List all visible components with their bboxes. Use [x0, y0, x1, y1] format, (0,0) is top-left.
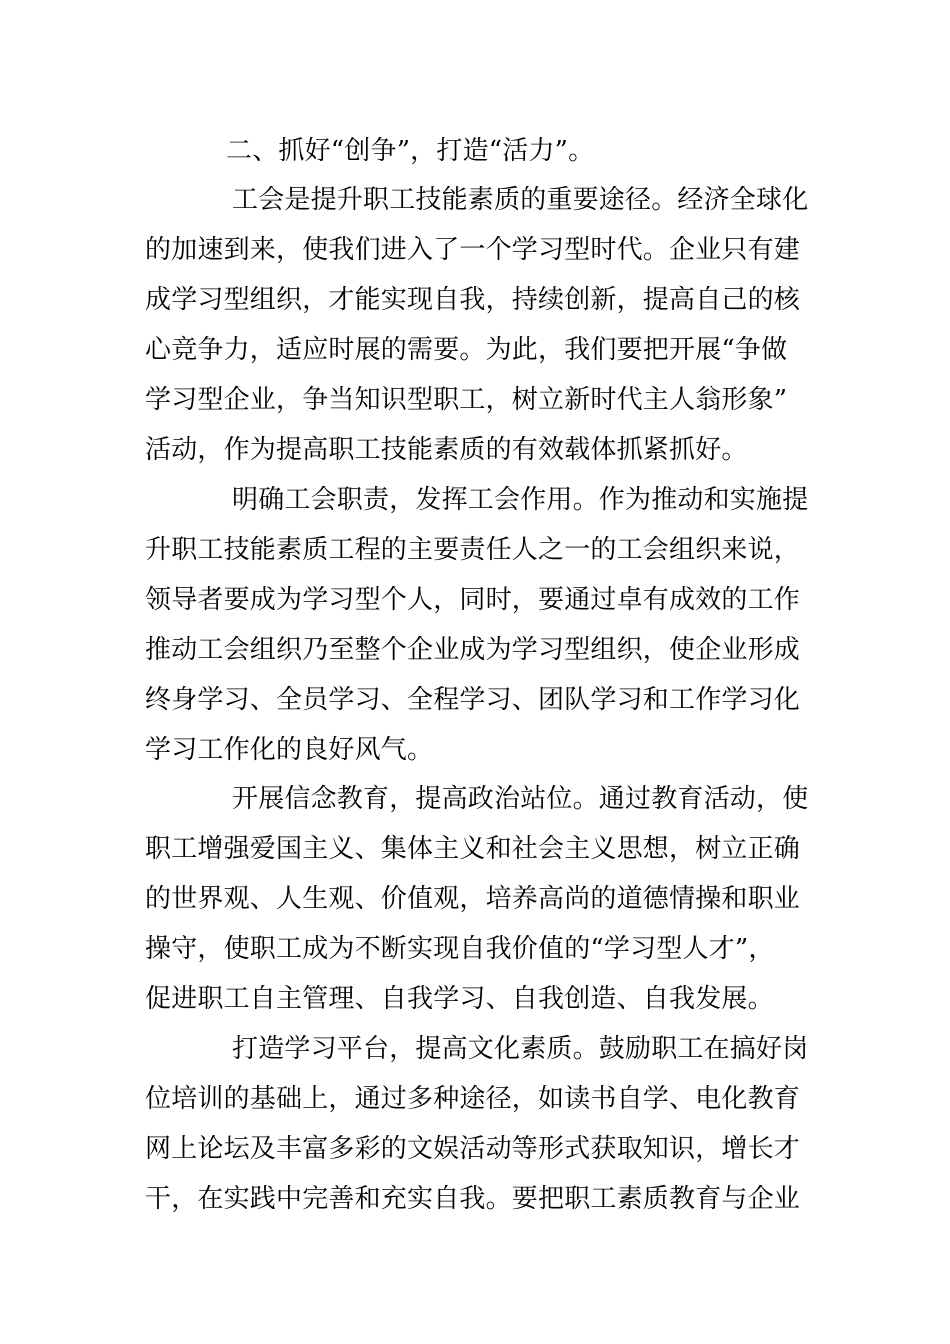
paragraph-line: 打造学习平台，提高文化素质。鼓励职工在搞好岗: [232, 1034, 809, 1064]
paragraph-line: 升职工技能素质工程的主要责任人之一的工会组织来说，: [145, 535, 801, 565]
paragraph-line: 开展信念教育，提高政治站位。通过教育活动，使: [232, 784, 809, 814]
paragraph-line: 网上论坛及丰富多彩的文娱活动等形式获取知识，增长才: [145, 1134, 801, 1164]
paragraph-line: 终身学习、全员学习、全程学习、团队学习和工作学习化: [145, 685, 801, 715]
paragraph-line: 学习型企业，争当知识型职工，树立新时代主人翁形象”: [145, 385, 788, 415]
paragraph-line: 活动，作为提高职工技能素质的有效载体抓紧抓好。: [145, 435, 748, 465]
paragraph-line: 心竞争力，适应时展的需要。为此，我们要把开展“争做: [145, 335, 788, 365]
paragraph-line: 工会是提升职工技能素质的重要途径。经济全球化: [232, 185, 809, 215]
paragraph-line: 促进职工自主管理、自我学习、自我创造、自我发展。: [145, 984, 774, 1014]
paragraph-line: 位培训的基础上，通过多种途径，如读书自学、电化教育: [145, 1084, 801, 1114]
paragraph-line: 明确工会职责，发挥工会作用。作为推动和实施提: [232, 485, 809, 515]
section-heading: 二、抓好“创争”，打造“活力”。: [226, 136, 595, 166]
paragraph-line: 的世界观、人生观、价值观，培养高尚的道德情操和职业: [145, 884, 801, 914]
paragraph-line: 成学习型组织，才能实现自我，持续创新，提高自己的核: [145, 285, 801, 315]
paragraph-line: 推动工会组织乃至整个企业成为学习型组织，使企业形成: [145, 635, 801, 665]
paragraph-line: 干，在实践中完善和充实自我。要把职工素质教育与企业: [145, 1184, 801, 1214]
paragraph-line: 领导者要成为学习型个人，同时，要通过卓有成效的工作: [145, 585, 801, 615]
paragraph-line: 学习工作化的良好风气。: [145, 735, 434, 765]
paragraph-line: 的加速到来，使我们进入了一个学习型时代。企业只有建: [145, 235, 801, 265]
paragraph-line: 职工增强爱国主义、集体主义和社会主义思想，树立正确: [145, 834, 801, 864]
paragraph-line: 操守，使职工成为不断实现自我价值的“学习型人才”，: [145, 934, 775, 964]
